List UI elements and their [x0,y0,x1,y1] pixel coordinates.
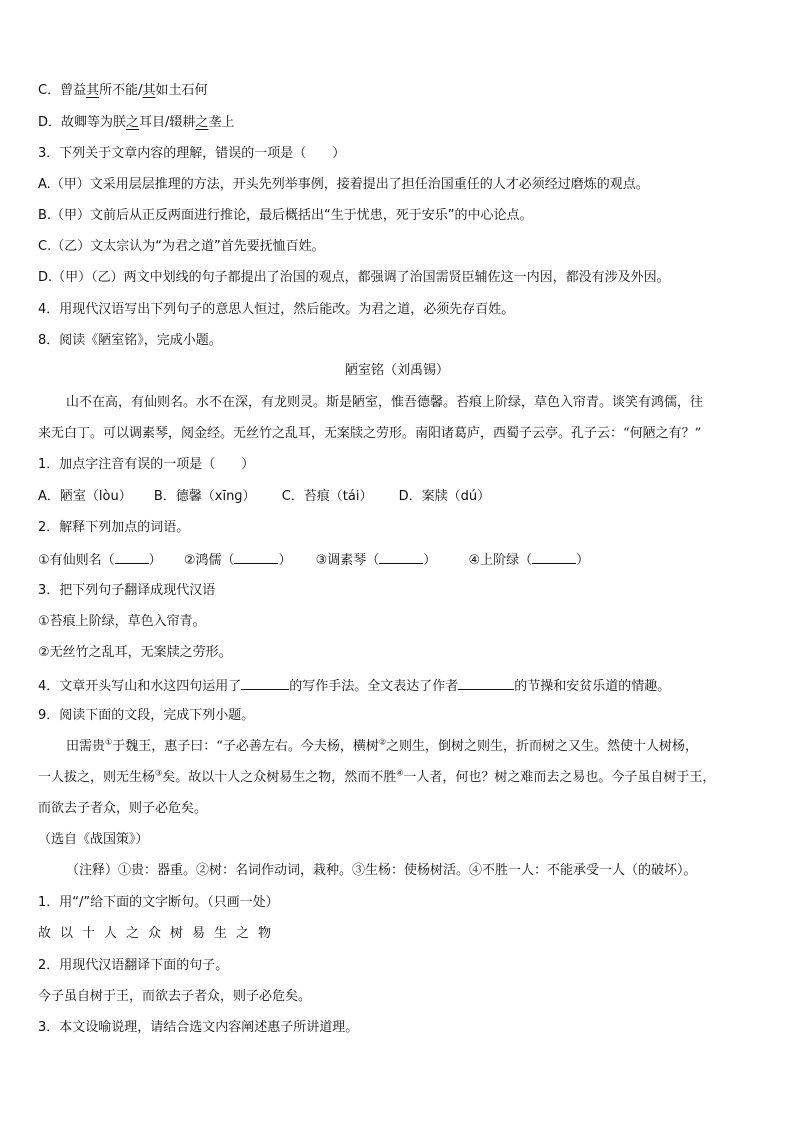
question-3-option-d: D.（甲）（乙）两文中划线的句子都提出了治国的观点，都强调了治国需贤臣辅佐这一内因，都没有涉及外因。 [38,270,670,285]
option-d: D．故卿等为朕之耳目/辍耕之垄上 [38,115,235,130]
question-9-2: 2．用现代汉语翻译下面的句子。 [38,958,229,973]
passage-9-line-1: 田需贵①于魏王，惠子曰：“子必善左右。今夫杨，横树②之则生，倒树之则生，折而树之又生。然使十人树杨， [66,737,699,754]
question-9-1: 1．用“/”给下面的文字断句。（只画一处） [38,895,279,910]
question-8-1: 1．加点字注音有误的一项是（ ） [38,457,255,472]
option: B．德馨（xīnɡ） [153,489,256,504]
question-9-2-text: 今子虽自树于王，而欲去子者众，则子必危矣。 [38,989,312,1004]
underlined-char: 之 [126,115,140,130]
passage-9-notes: （注释）①贵：器重。②树：名词作动词，栽种。③生杨：使杨树活。④不胜一人：不能承受一人（的破坏）。 [66,863,697,878]
underlined-char: 其 [142,83,156,98]
passage-8-line-2: 来无白丁。可以调素琴，阅金经。无丝竹之乱耳，无案牍之劳形。南阳诸葛庐，西蜀子云亭。孔子云：“何陋之有？” [38,426,702,441]
underlined-char: 之 [195,115,209,130]
answer-blank[interactable] [234,550,278,564]
section-9-heading: 9．阅读下面的文段，完成下列小题。 [38,708,255,723]
option-c: C．曾益其所不能/其如土石何 [38,83,208,98]
question-3-option-c: C.（乙）文太宗认为“为君之道”首先要抚恤百姓。 [38,239,325,254]
passage-8-title: 陋室铭（刘禹锡） [344,363,449,378]
section-8-heading: 8．阅读《陋室铭》，完成小题。 [38,333,222,348]
question-3-option-b: B.（甲）文前后从正反两面进行推论，最后概括出“生于忧患，死于安乐”的中心论点。 [38,208,533,223]
option: D．案牍（dú） [398,489,491,504]
answer-blank[interactable] [532,550,576,564]
underlined-char: 其 [86,83,100,98]
question-8-4: 4．文章开头写山和水这四句运用了 的写作手法。全文表达了作者 的节操和安贫乐道的情趣。 [38,676,774,696]
question-4: 4．用现代汉语写出下列句子的意思人恒过，然后能改。为君之道，必须先存百姓。 [38,302,515,317]
question-9-1-text: 故以十人之众树易生之物 [38,926,281,941]
answer-blank[interactable] [115,550,149,564]
question-8-1-options [38,488,774,506]
passage-9-line-3: 而欲去子者众，则子必危矣。 [38,801,208,816]
question-8-3-sentence-1: ①苔痕上阶绿，草色入帘青。 [38,614,206,629]
answer-blank[interactable] [458,676,514,690]
question-8-2: 2．解释下列加点的词语。 [38,520,190,535]
question-3: 3．下列关于文章内容的理解，错误的一项是（ ） [38,146,346,161]
question-9-3: 3．本文设喻说理，请结合选文内容阐述惠子所讲道理。 [38,1020,359,1035]
option: A．陋室（lòu） [38,489,132,504]
passage-8-line-1: 山不在高，有仙则名。水不在深，有龙则灵。斯是陋室，惟吾德馨。苔痕上阶绿，草色入帘青。谈笑有鸿儒，往 [66,395,704,410]
option: C．苔痕（tái） [281,489,373,504]
passage-9-source: （选自《战国策》） [38,832,149,847]
question-8-2-items: ①有仙则名（ ） ②鸿儒（ ） ③调素琴（ ） ④上阶绿（ ） [38,550,774,570]
answer-blank[interactable] [241,676,289,690]
question-3-option-a: A.（甲）文采用层层推理的方法，开头先列举事例，接着提出了担任治国重任的人才必须经过磨炼的观点。 [38,177,649,192]
passage-9-line-2: 一人拔之，则无生杨③矣。故以十人之众树易生之物，然而不胜④一人者，何也？树之难而去之易也。今子虽自树于王， [38,768,716,785]
question-8-3: 3．把下列句子翻译成现代汉语 [38,583,216,598]
question-8-3-sentence-2: ②无丝竹之乱耳，无案牍之劳形。 [38,645,232,660]
answer-blank[interactable] [379,550,423,564]
